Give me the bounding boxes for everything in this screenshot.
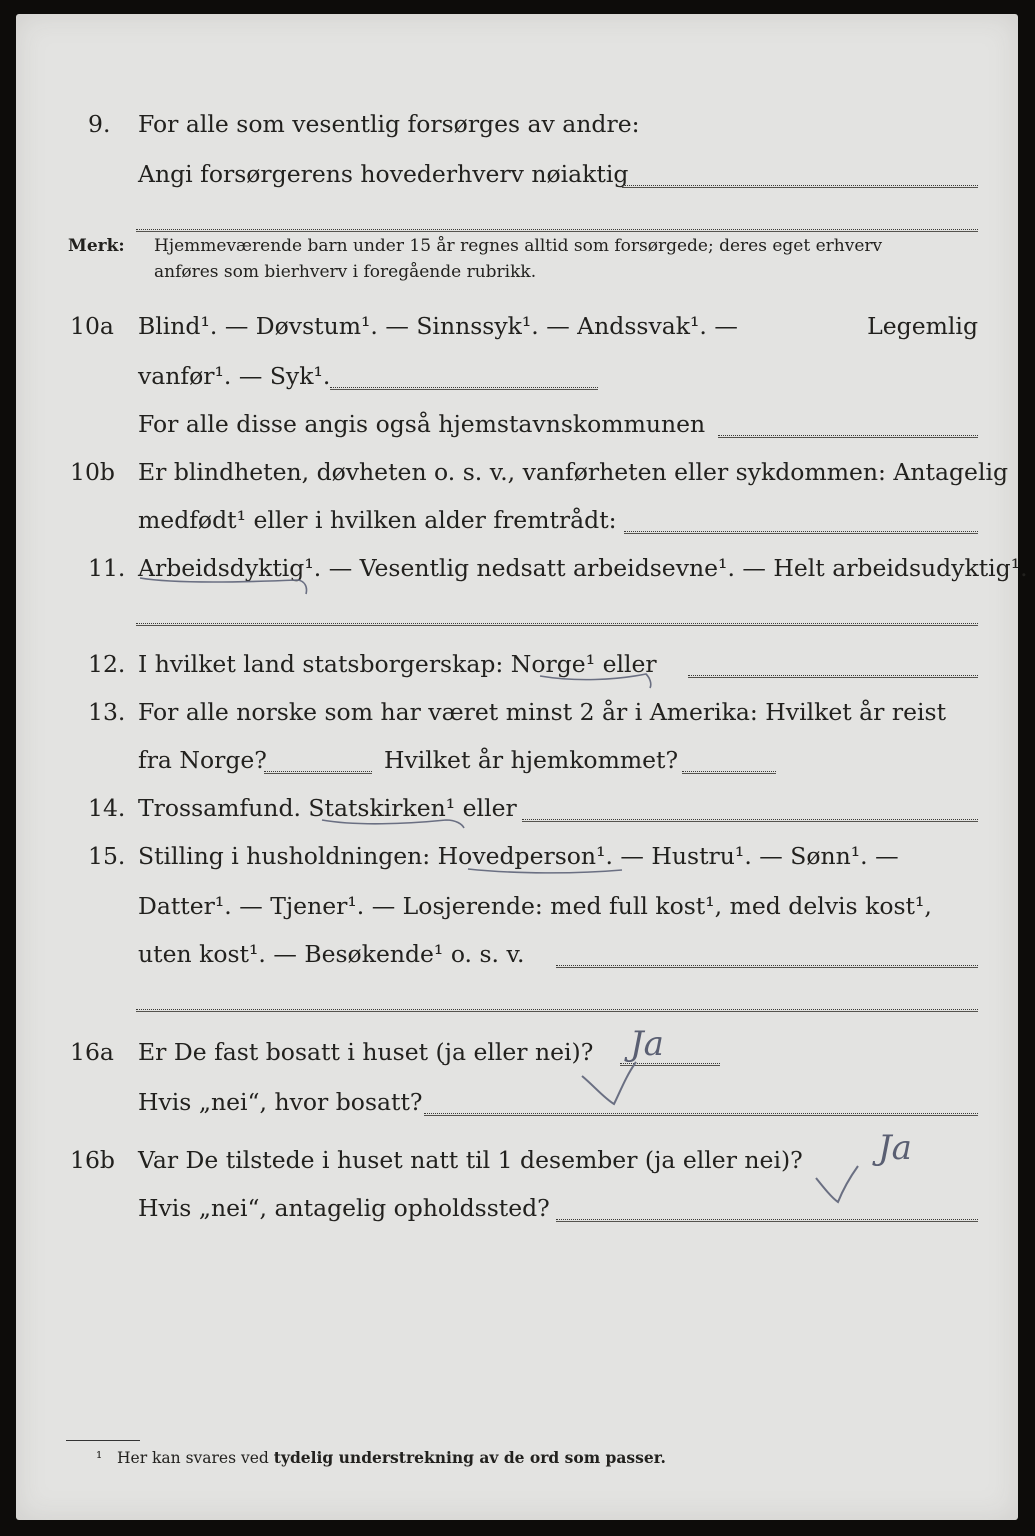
merk-text-2: anføres som bierhverv i foregående rubrikk.: [154, 262, 537, 282]
q9-text-1: For alle som vesentlig forsørges av andre:: [138, 110, 640, 138]
q13-text-2a: fra Norge?: [138, 746, 267, 774]
underline-statskirken: [322, 820, 464, 828]
footnote: [96, 1448, 666, 1467]
footnote-text-b: tydelig understrekning av de ord som passer.: [273, 1448, 666, 1467]
q16a-text-1: Er De fast bosatt i huset (ja eller nei)?: [138, 1038, 594, 1066]
q10a-text-1-right: Legemlig: [867, 312, 978, 340]
q16a-number: 16a: [70, 1038, 114, 1066]
footnote-rule: [66, 1440, 140, 1441]
q12-text-1: I hvilket land statsborgerskap: Norge¹ eller: [138, 650, 657, 678]
census-form-page: [16, 14, 1028, 1520]
q15-number: 15.: [88, 842, 126, 870]
q13-number: 13.: [88, 698, 126, 726]
q16b-text-2: Hvis „nei“, antagelig opholdssted?: [138, 1194, 550, 1222]
q13-text-1: For alle norske som har været minst 2 år i Amerika: Hvilket år reist: [138, 698, 947, 726]
q15-text-1: Stilling i husholdningen: Hovedperson¹. — Hustru¹. — Sønn¹. —: [138, 842, 899, 870]
footnote-text-a: Her kan svares ved: [117, 1449, 269, 1467]
q15-text-2: Datter¹. — Tjener¹. — Losjerende: med full kost¹, med delvis kost¹,: [138, 892, 932, 920]
q10b-text-1: Er blindheten, døvheten o. s. v., vanførheten eller sykdommen: Antagelig: [138, 458, 1009, 486]
check-mark-16b: [816, 1166, 858, 1202]
q13-text-2b: Hvilket år hjemkommet?: [384, 746, 679, 774]
underline-arbeidsdyktig: [140, 578, 307, 594]
q11-text-1: Arbeidsdyktig¹. — Vesentlig nedsatt arbeidsevne¹. — Helt arbeidsudyktig¹.: [138, 554, 1028, 582]
q16b-handwritten-answer: Ja: [878, 1128, 912, 1168]
underline-hovedperson: [468, 869, 622, 873]
q16b-number: 16b: [70, 1146, 115, 1174]
pencil-marks: [16, 14, 1018, 1520]
check-mark-16a: [582, 1062, 636, 1104]
q15-text-3: uten kost¹. — Besøkende¹ o. s. v.: [138, 940, 525, 968]
q10b-text-2: medfødt¹ eller i hvilken alder fremtrådt:: [138, 506, 617, 534]
q10b-number: 10b: [70, 458, 115, 486]
q10a-text-3: For alle disse angis også hjemstavnskommunen: [138, 410, 706, 438]
q12-number: 12.: [88, 650, 126, 678]
q10a-text-2: vanfør¹. — Syk¹.: [138, 362, 331, 390]
q16a-text-2: Hvis „nei“, hvor bosatt?: [138, 1088, 423, 1116]
q10a-number: 10a: [70, 312, 114, 340]
q14-text-1: Trossamfund. Statskirken¹ eller: [138, 794, 517, 822]
q14-number: 14.: [88, 794, 126, 822]
footnote-marker: ¹: [96, 1449, 103, 1467]
merk-text-1: Hjemmeværende barn under 15 år regnes alltid som forsørgede; deres eget erhverv: [154, 236, 883, 256]
q16b-text-1: Var De tilstede i huset natt til 1 desember (ja eller nei)?: [138, 1146, 803, 1174]
q11-number: 11.: [88, 554, 126, 582]
q10a-text-1: Blind¹. — Døvstum¹. — Sinnssyk¹. — Andssvak¹. —: [138, 312, 738, 340]
q9-number: 9.: [88, 110, 111, 138]
underline-norge: [540, 674, 651, 688]
merk-label: Merk:: [68, 236, 125, 256]
q9-text-2: Angi forsørgerens hovederhverv nøiaktig: [138, 160, 629, 188]
q16a-handwritten-answer: Ja: [630, 1024, 664, 1064]
